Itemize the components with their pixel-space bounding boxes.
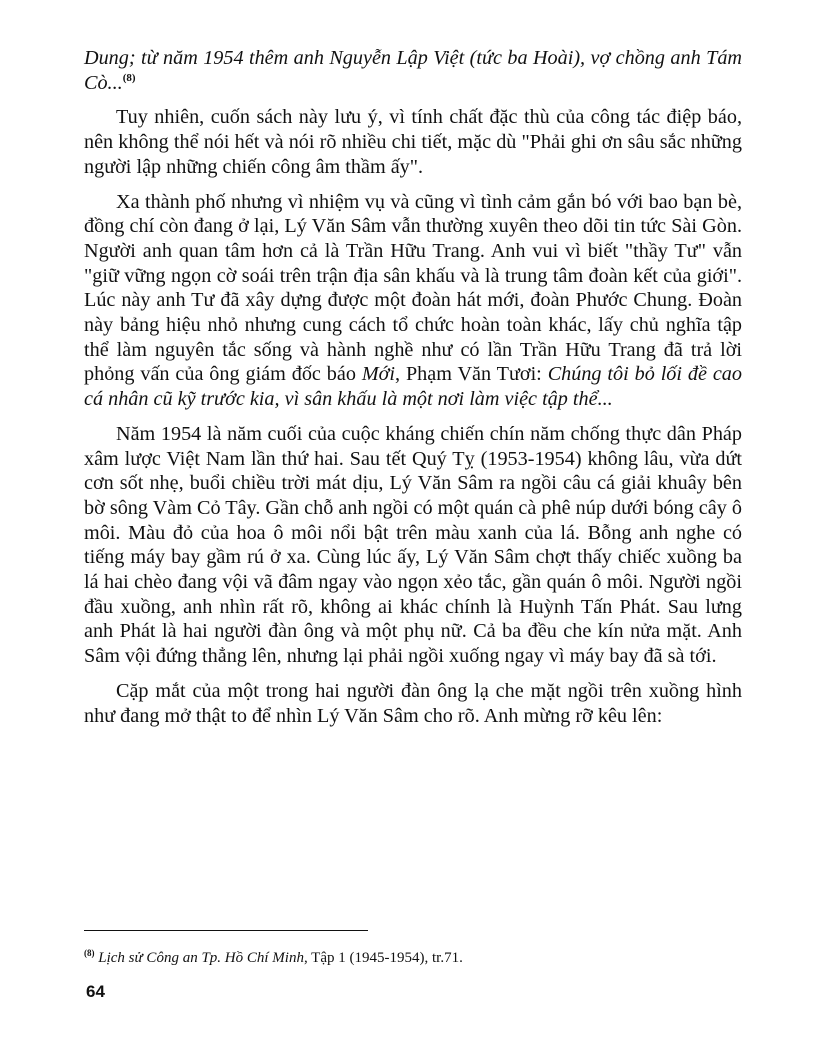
paragraph-text: Xa thành phố nhưng vì nhiệm vụ và cũng vì tình cảm gắn bó với bao bạn bè, đồng chí còn đang ở lại, Lý Văn Sâm vẫn thường xuyên theo dõi tin tức Sài Gòn. Người anh quan tâm hơn cả là Trần Hữu Trang. Anh vui vì biết "thầy Tư" vẫn "giữ vững ngọn cờ soái trên trận địa sân khấu và là trung tâm đoàn kết của giới". Lúc này anh Tư đã xây dựng được một đoàn hát mới, đoàn Phước Chung. Đoàn này bảng hiệu nhỏ nhưng cung cách tổ chức hoàn toàn khác, lấy chủ nghĩa tập thể làm nguyên tắc sống và hành nghề như có lần Trần Hữu Trang đã trả lời phỏng vấn của ông giám đốc báo [84, 190, 742, 386]
paragraph-text: , Phạm Văn Tươi: [395, 363, 548, 386]
footnote-reference: (8) [122, 71, 136, 84]
paragraph [84, 190, 742, 412]
footnote-divider [84, 930, 368, 931]
newspaper-name: Mới [361, 363, 396, 386]
interview-quote: Chúng tôi bỏ lối đề cao cá nhân cũ kỹ trước kia, vì sân khấu là một nơi làm việc tập thể... [84, 363, 742, 411]
paragraph: Năm 1954 là năm cuối của cuộc kháng chiến chín năm chống thực dân Pháp xâm lược Việt Nam lần thứ hai. Sau tết Quý Tỵ (1953-1954) không lâu, vừa dứt cơn sốt nhẹ, buổi chiều trời mát dịu, Lý Văn Sâm ra ngồi câu cá giải khuây bên bờ sông Vàm Cỏ Tây. Gần chỗ anh ngồi có một quán cà phê núp dưới bóng cây ô môi. Màu đỏ của hoa ô môi nổi bật trên màu xanh của lá. Bỗng anh nghe có tiếng máy bay gầm rú ở xa. Cùng lúc ấy, Lý Văn Sâm chợt thấy chiếc xuồng ba lá hai chèo đang vội vã đâm ngay vào ngọn xẻo tắc, gần quán ô môi. Người ngồi đầu xuồng, anh nhìn rất rõ, không ai khác chính là Huỳnh Tấn Phát. Sau lưng anh Phát là hai người đàn ông và một phụ nữ. Cả ba đều che kín nửa mặt. Anh Sâm vội đứng thẳng lên, nhưng lại phải ngồi xuống ngay vì máy bay đã sà tới. [84, 422, 742, 668]
paragraph-continuation [84, 46, 742, 95]
paragraph: Cặp mắt của một trong hai người đàn ông lạ che mặt ngồi trên xuồng hình như đang mở thật to để nhìn Lý Văn Sâm cho rõ. Anh mừng rỡ kêu lên: [84, 679, 742, 727]
footnote-marker: (8) [84, 948, 95, 958]
footnote-source-title: Lịch sử Công an Tp. Hồ Chí Minh [98, 950, 304, 966]
page-number: 64 [86, 982, 105, 1001]
quoted-names: Dung; từ năm 1954 thêm anh Nguyễn Lập Việt (tức ba Hoài), vợ chồng anh Tám Cò... [84, 47, 742, 94]
footnote [84, 948, 742, 968]
body-text [84, 46, 742, 738]
paragraph: Tuy nhiên, cuốn sách này lưu ý, vì tính chất đặc thù của công tác điệp báo, nên không thể nói hết và nói rõ nhiều chi tiết, mặc dù "Phải ghi ơn sâu sắc những người lập những chiến công âm thầm ấy". [84, 106, 742, 178]
footnote-source-detail: , Tập 1 (1945-1954), tr.71. [303, 950, 463, 966]
